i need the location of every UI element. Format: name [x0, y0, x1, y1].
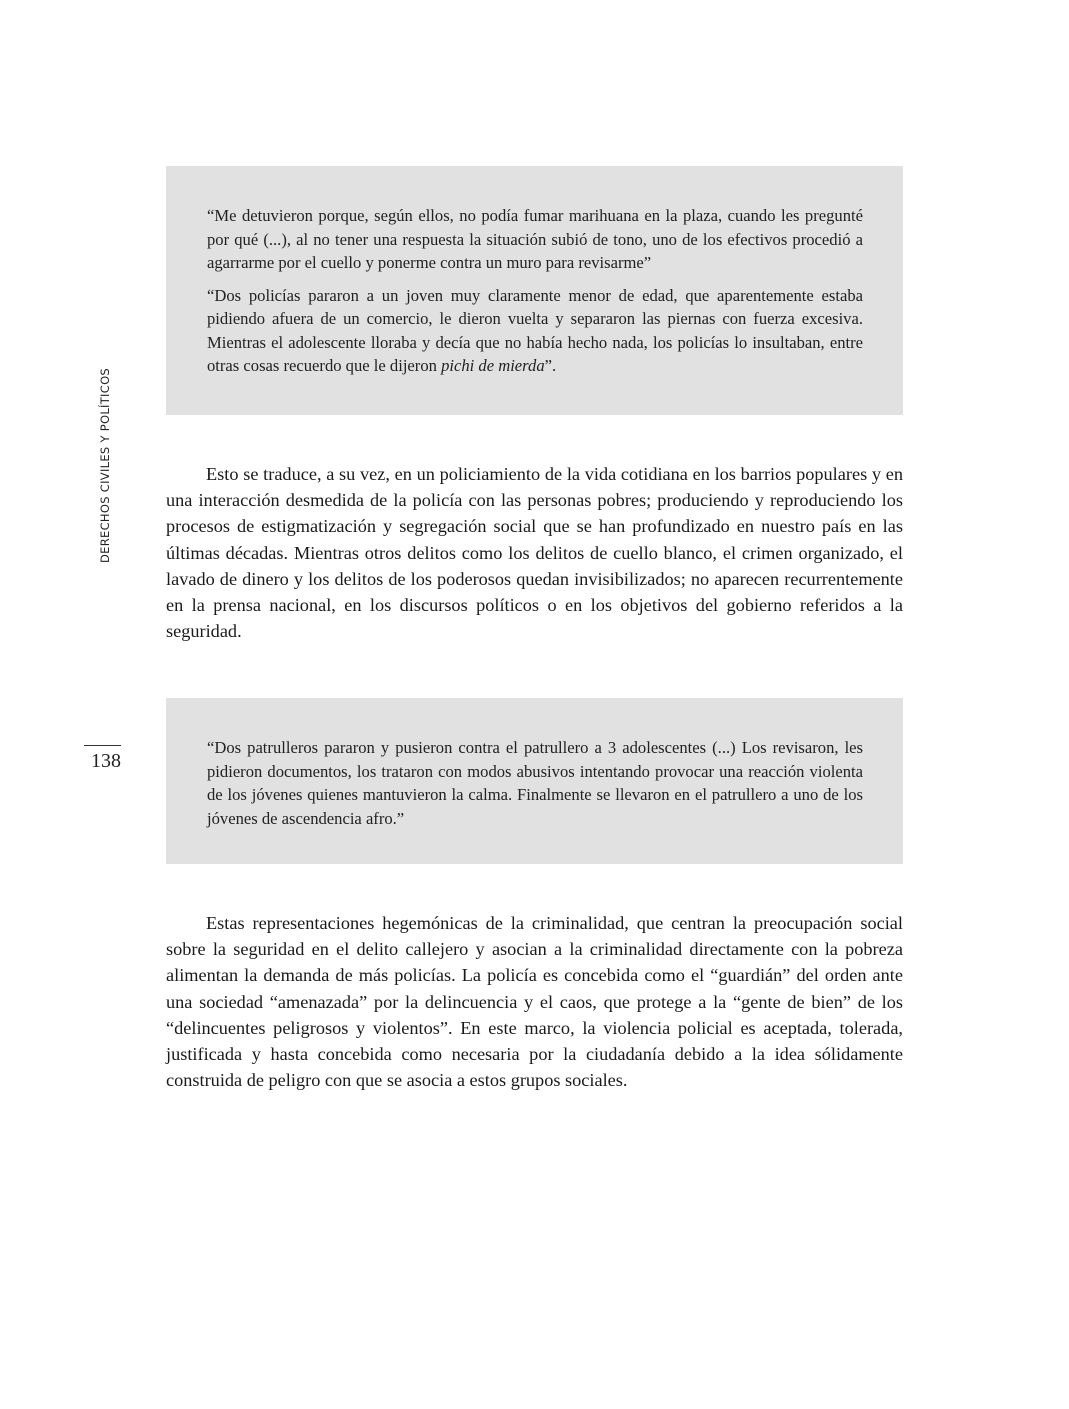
- body-paragraph: Esto se traduce, a su vez, en un policiamiento de la vida cotidiana en los barrios populares y en una interacción desmedida de la policía con las personas pobres; produciendo y reproduciendo los procesos de estigmatización y segregación social que se han profundizado en nuestro país en las últimas décadas. Mientras otros delitos como los delitos de cuello blanco, el crimen organizado, el lavado de dinero y los delitos de los poderosos quedan invisibilizados; no aparecen recurrentemente en la prensa nacional, en los discursos políticos o en los objetivos del gobierno referidos a la seguridad.: [166, 464, 903, 642]
- body-paragraph: Estas representaciones hegemónicas de la criminalidad, que centran la preocupación social sobre la seguridad en el delito callejero y asocian a la criminalidad directamente con la pobreza alimentan la demanda de más policías. La policía es concebida como el “guardián” del orden ante una sociedad “amenazada” por la delincuencia y el caos, que protege a la “gente de bien” de los “delincuentes peligrosos y violentos”. En este marco, la violencia policial es aceptada, tolerada, justificada y hasta concebida como necesaria por la ciudadanía debido a la idea sólidamente construida de peligro con que se asocia a estos grupos sociales.: [166, 913, 903, 1091]
- testimony-quote: “Me detuvieron porque, según ellos, no podía fumar marihuana en la plaza, cuando les pregunté por qué (...), al no tener una respuesta la situación subió de tono, uno de los efectivos procedió a agarrarme por el cuello y ponerme contra un muro para revisarme”: [207, 206, 863, 272]
- testimony-quote: “Dos patrulleros pararon y pusieron contra el patrullero a 3 adolescentes (...) Los revisaron, les pidieron documentos, los trataron con modos abusivos intentando provocar una reacción violenta de los jóvenes quienes mantuvieron la calma. Finalmente se llevaron en el patrullero a uno de los jóvenes de ascendencia afro.”: [207, 738, 863, 828]
- quote-text: ”.: [544, 356, 557, 375]
- quote-text: “Dos policías pararon a un joven muy claramente menor de edad, que aparentemente estaba pidiendo afuera de un comercio, le dieron vuelta y separaron las piernas con fuerza excesiva. Mientras el adolescente lloraba y decía que no había hecho nada, los policías lo insultaban, entre otras cosas recuerdo que le dijeron: [207, 285, 863, 375]
- testimony-quote-box: [166, 166, 903, 415]
- page-number: 138: [84, 745, 121, 773]
- testimony-quote-box: [166, 698, 903, 864]
- running-header: DERECHOS CIVILES Y POLÍTICOS: [98, 367, 112, 563]
- quote-emphasis: pichi de mierda: [441, 356, 545, 375]
- testimony-quote: [207, 284, 863, 378]
